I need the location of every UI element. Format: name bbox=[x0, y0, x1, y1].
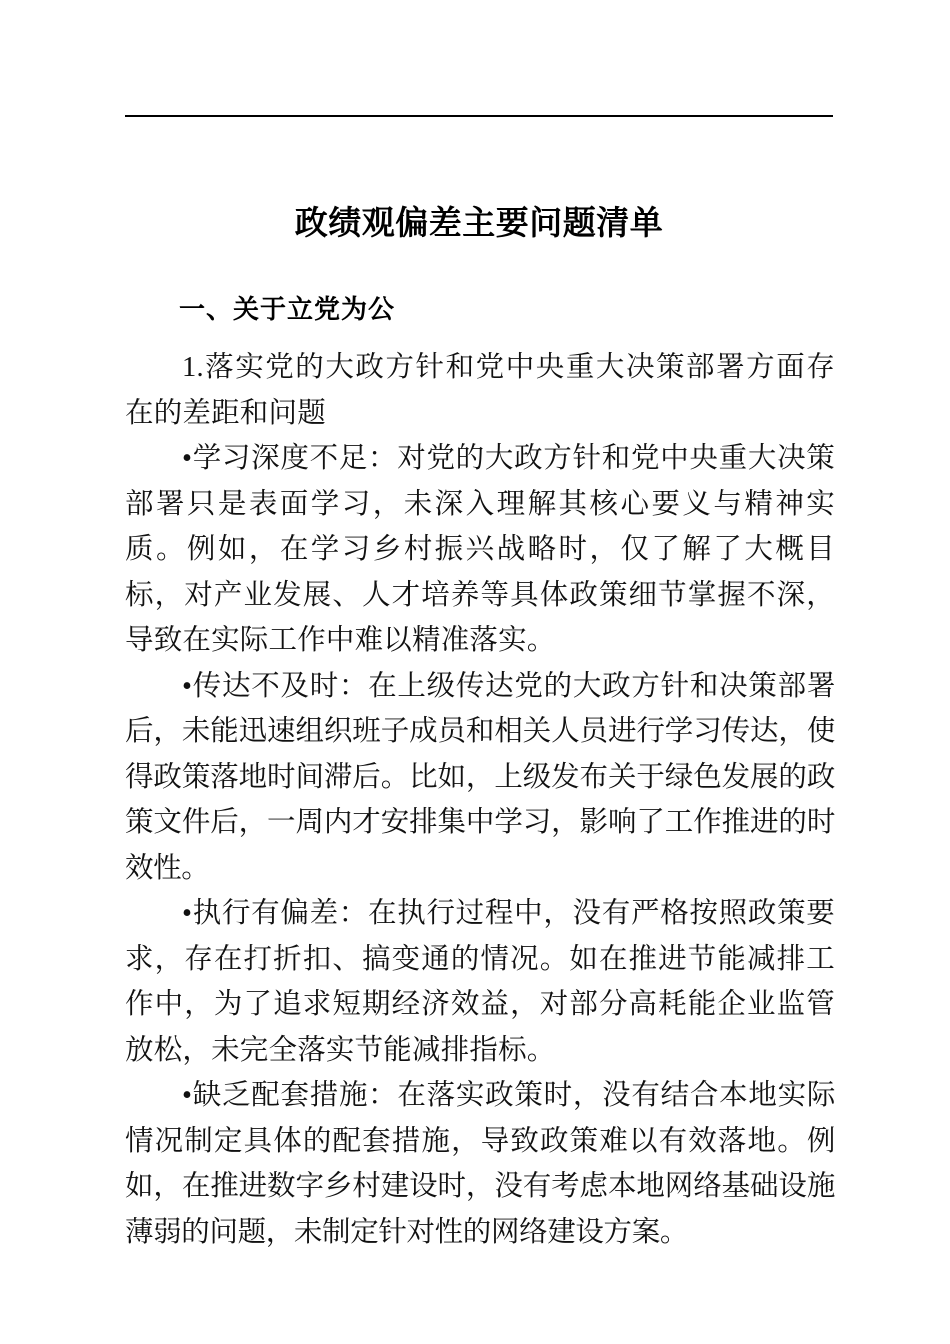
bullet-paragraph-4: •缺乏配套措施：在落实政策时，没有结合本地实际情况制定具体的配套措施，导致政策难以有效落地。例如，在推进数字乡村建设时，没有考虑本地网络基础设施薄弱的问题，未制定针对性的网络建设方案。 bbox=[125, 1080, 835, 1248]
numbered-item-1: 1.落实党的大政方针和党中央重大决策部署方面存在的差距和问题 bbox=[125, 352, 835, 429]
bullet-paragraph-3: •执行有偏差：在执行过程中，没有严格按照政策要求，存在打折扣、搞变通的情况。如在推进节能减排工作中，为了追求短期经济效益，对部分高耗能企业监管放松，未完全落实节能减排指标。 bbox=[125, 898, 835, 1066]
section-heading-1: 一、关于立党为公 bbox=[179, 295, 396, 325]
bullet-paragraph-1: •学习深度不足：对党的大政方针和党中央重大决策部署只是表面学习，未深入理解其核心要义与精神实质。例如，在学习乡村振兴战略时，仅了解了大概目标，对产业发展、人才培养等具体政策细节掌握不深，导致在实际工作中难以精准落实。 bbox=[125, 443, 835, 656]
page-title: 政绩观偏差主要问题清单 bbox=[294, 203, 664, 243]
document-body bbox=[125, 288, 835, 1255]
header-divider-rule bbox=[125, 115, 833, 117]
bullet-paragraph-2: •传达不及时：在上级传达党的大政方针和决策部署后，未能迅速组织班子成员和相关人员进行学习传达，使得政策落地时间滞后。比如，上级发布关于绿色发展的政策文件后，一周内才安排集中学习，影响了工作推进的时效性。 bbox=[125, 670, 835, 884]
